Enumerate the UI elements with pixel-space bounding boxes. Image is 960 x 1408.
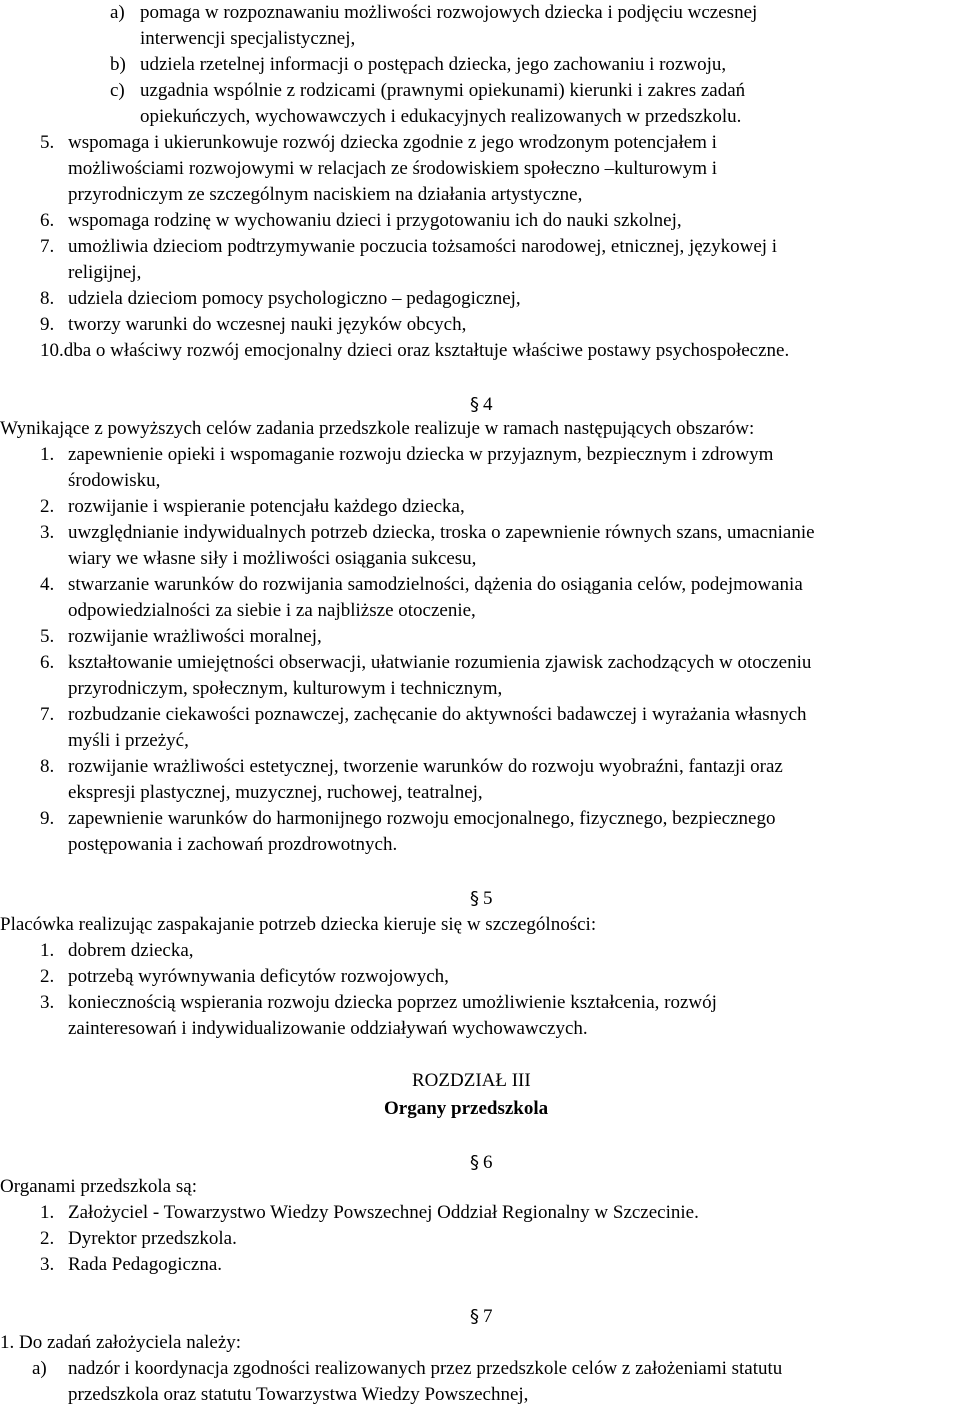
list-item-text: uwzględnianie indywidualnych potrzeb dziecka, troska o zapewnienie równych szans, umacnianie [68, 522, 815, 543]
list-item-number: c) [110, 80, 125, 101]
paragraph-sign-icon: § [470, 394, 479, 415]
list-item-number: 2. [40, 496, 55, 517]
section-heading-5 [470, 886, 493, 912]
section-heading-6 [470, 1150, 493, 1176]
paragraph-sign-icon: § [470, 1152, 479, 1173]
list-item-text: rozbudzanie ciekawości poznawczej, zachęcanie do aktywności badawczej i wyrażania własnych [68, 704, 807, 725]
list-item [40, 702, 815, 754]
list-item-number: 6. [40, 210, 55, 231]
list-item-number: 3. [40, 992, 55, 1013]
list-item-text: przyrodniczym, społecznym, kulturowym i technicznym, [68, 678, 503, 699]
list-item-number: 8. [40, 756, 55, 777]
list-item-number: a) [110, 2, 125, 23]
list-item [40, 650, 815, 702]
list-item [40, 938, 717, 964]
list-item-number: a) [32, 1358, 47, 1379]
section-intro-5: Placówka realizując zaspakajanie potrzeb dziecka kieruje się w szczególności: [0, 914, 597, 935]
list-item-number: 5. [40, 132, 55, 153]
list-item-number: 9. [40, 808, 55, 829]
list-item [110, 0, 757, 52]
section-intro-4: Wynikające z powyższych celów zadania przedszkole realizuje w ramach następujących obszarów: [0, 418, 755, 439]
section-heading-7 [470, 1304, 493, 1330]
chapter-label: ROZDZIAŁ III [412, 1070, 531, 1091]
list-item-text: postępowania i zachowań prozdrowotnych. [68, 834, 398, 855]
list-item-text: wiary we własne siły i możliwości osiągania sukcesu, [68, 548, 477, 569]
chapter-title: Organy przedszkola [384, 1098, 549, 1119]
list-item [40, 990, 717, 1042]
list-item-text: potrzebą wyrównywania deficytów rozwojowych, [68, 966, 449, 987]
list-item-number: 5. [40, 626, 55, 647]
list-item-text: udziela dzieciom pomocy psychologiczno – pedagogicznej, [68, 288, 521, 309]
list-item [40, 130, 777, 208]
list-item-text: rozwijanie wrażliwości moralnej, [68, 626, 322, 647]
list-item-text: możliwościami rozwojowymi w relacjach ze środowiskiem społeczno –kulturowym i [68, 158, 718, 179]
list-item-text: rozwijanie i wspieranie potencjału każdego dziecka, [68, 496, 465, 517]
list-goals [40, 130, 777, 338]
list-item [40, 754, 815, 806]
list-item-number: 7. [40, 704, 55, 725]
list-item-number: 8. [40, 288, 55, 309]
list-item-text: wspomaga rodzinę w wychowaniu dzieci i przygotowaniu ich do nauki szkolnej, [68, 210, 682, 231]
list-item [40, 442, 815, 494]
list-item [40, 1200, 699, 1226]
list-item-text: umożliwia dzieciom podtrzymywanie poczucia tożsamości narodowej, etnicznej, językowej i [68, 236, 778, 257]
list-item-text: Rada Pedagogiczna. [68, 1254, 223, 1275]
list-item-number: 4. [40, 574, 55, 595]
list-item [110, 78, 757, 130]
list-item-number: 6. [40, 652, 55, 673]
section-intro-6: Organami przedszkola są: [0, 1176, 197, 1197]
list-item-text: środowisku, [68, 470, 161, 491]
list-item-text: myśli i przeżyć, [68, 730, 189, 751]
paragraph-sign-icon: § [470, 1306, 479, 1327]
list-item [40, 1252, 699, 1278]
section-number: 5 [483, 888, 493, 909]
list-item-text: odpowiedzialności za siebie i za najbliższe otoczenie, [68, 600, 476, 621]
list-item-number: 3. [40, 1254, 55, 1275]
list-item [40, 312, 777, 338]
list-item [110, 52, 757, 78]
section-number: 7 [483, 1306, 493, 1327]
list-item [40, 234, 777, 286]
list-item [40, 520, 815, 572]
sublist-abc [110, 0, 757, 130]
list-item-number: 1. [40, 444, 55, 465]
list-item-number: 1. [40, 940, 55, 961]
list-needs [40, 938, 717, 1042]
list-item [40, 1226, 699, 1252]
list-founder-tasks [32, 1356, 782, 1408]
list-item [40, 624, 815, 650]
list-item-number: 9. [40, 314, 55, 335]
list-item-number: 7. [40, 236, 55, 257]
list-item [40, 806, 815, 858]
list-item-text: wspomaga i ukierunkowuje rozwój dziecka zgodnie z jego wrodzonym potencjałem i [68, 132, 717, 153]
list-item-number: 1. [40, 1202, 55, 1223]
list-item-text: pomaga w rozpoznawaniu możliwości rozwojowych dziecka i podjęciu wczesnej [140, 2, 758, 23]
list-item-10: 10.dba o właściwy rozwój emocjonalny dzieci oraz kształtuje właściwe postawy psychospołeczne. [40, 340, 790, 361]
list-item-text: religijnej, [68, 262, 142, 283]
list-item-number: b) [110, 54, 126, 75]
list-item-text: przyrodniczym ze szczególnym naciskiem na działania artystyczne, [68, 184, 583, 205]
list-item-text: opiekuńczych, wychowawczych i edukacyjnych realizowanych w przedszkolu. [140, 106, 742, 127]
list-item [40, 572, 815, 624]
list-item-number: 3. [40, 522, 55, 543]
list-item [40, 208, 777, 234]
list-item-text: zapewnienie warunków do harmonijnego rozwoju emocjonalnego, fizycznego, bezpiecznego [68, 808, 776, 829]
list-item-text: rozwijanie wrażliwości estetycznej, tworzenie warunków do rozwoju wyobraźni, fantazji oraz [68, 756, 783, 777]
list-item-text: stwarzanie warunków do rozwijania samodzielności, dążenia do osiągania celów, podejmowania [68, 574, 803, 595]
list-item-text: udziela rzetelnej informacji o postępach dziecka, jego zachowaniu i rozwoju, [140, 54, 727, 75]
section-number: 6 [483, 1152, 493, 1173]
list-item-text: Założyciel - Towarzystwo Wiedzy Powszechnej Oddział Regionalny w Szczecinie. [68, 1202, 699, 1223]
section-heading-4 [470, 392, 493, 418]
list-item [40, 494, 815, 520]
list-item-text: Dyrektor przedszkola. [68, 1228, 237, 1249]
list-item-text: uzgadnia wspólnie z rodzicami (prawnymi opiekunami) kierunki i zakres zadań [140, 80, 746, 101]
section-number: 4 [483, 394, 493, 415]
list-item-text: dobrem dziecka, [68, 940, 194, 961]
list-item [40, 286, 777, 312]
list-item [32, 1356, 782, 1408]
list-item-text: nadzór i koordynacja zgodności realizowanych przez przedszkole celów z założeniami statutu [68, 1358, 783, 1379]
list-item-text: kształtowanie umiejętności obserwacji, ułatwianie rozumienia zjawisk zachodzących w otoczeniu [68, 652, 812, 673]
list-item-number: 2. [40, 1228, 55, 1249]
list-item-text: koniecznością wspierania rozwoju dziecka poprzez umożliwienie kształcenia, rozwój [68, 992, 717, 1013]
section-intro-7: 1. Do zadań założyciela należy: [0, 1332, 242, 1353]
paragraph-sign-icon: § [470, 888, 479, 909]
list-item-text: tworzy warunki do wczesnej nauki języków obcych, [68, 314, 467, 335]
list-item-text: ekspresji plastycznej, muzycznej, ruchowej, teatralnej, [68, 782, 483, 803]
list-item [40, 964, 717, 990]
list-organs [40, 1200, 699, 1278]
list-item-text: zainteresowań i indywidualizowanie oddziaływań wychowawczych. [68, 1018, 588, 1039]
list-areas [40, 442, 815, 858]
list-item-text: przedszkola oraz statutu Towarzystwa Wiedzy Powszechnej, [68, 1384, 529, 1405]
list-item-number: 2. [40, 966, 55, 987]
list-item-text: interwencji specjalistycznej, [140, 28, 356, 49]
list-item-text: zapewnienie opieki i wspomaganie rozwoju dziecka w przyjaznym, bezpiecznym i zdrowym [68, 444, 774, 465]
